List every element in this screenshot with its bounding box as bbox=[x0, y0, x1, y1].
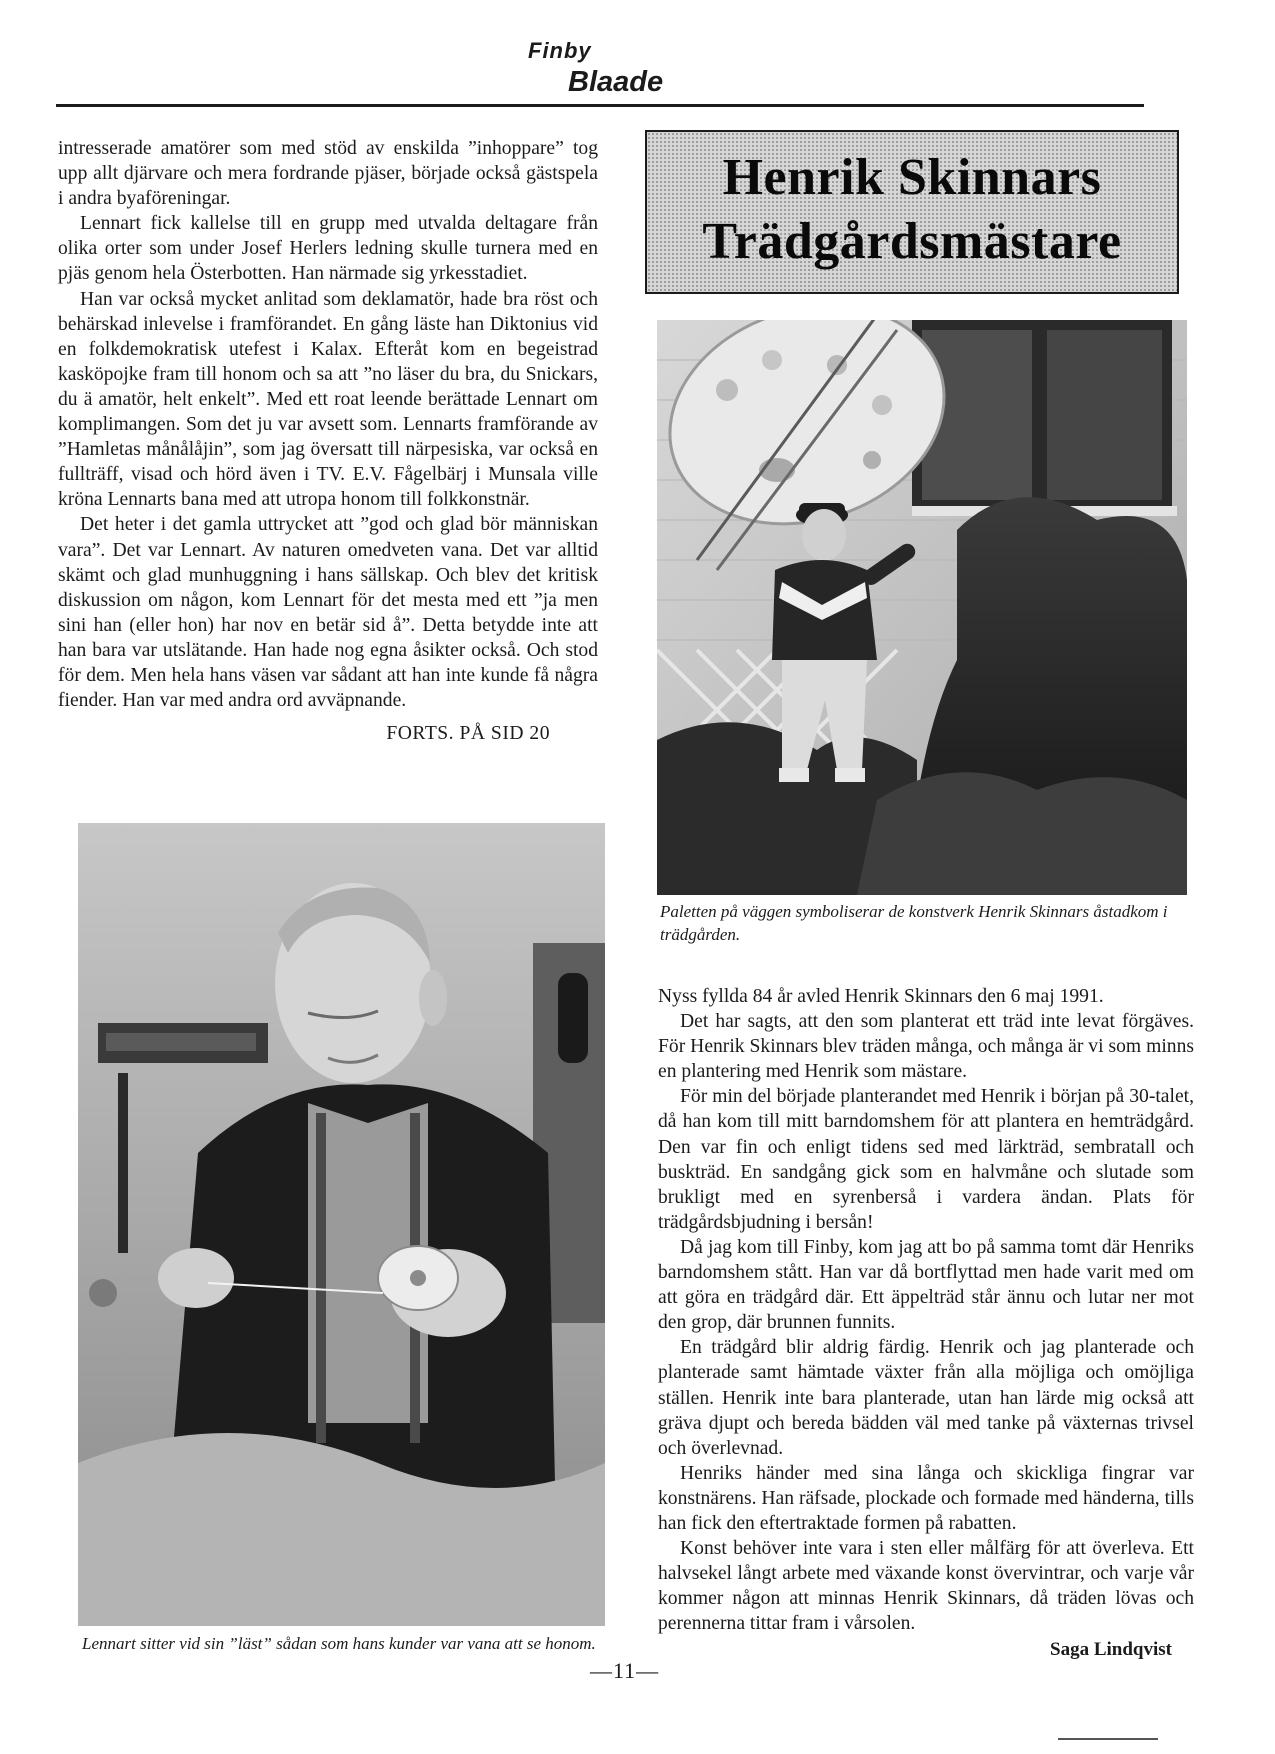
article-title-line1: Henrik Skinnars bbox=[722, 149, 1102, 206]
page-number: —11— bbox=[590, 1658, 660, 1683]
left-paragraph: Lennart fick kallelse till en grupp med utvalda deltagare från olika orter som under Josef Herlers ledning skulle turnera med en pjäs genom hela Österbotten. Han närmade sig yrkesstadiet. bbox=[58, 213, 598, 285]
gardener-photo bbox=[657, 320, 1187, 895]
masthead-line2: Blaade bbox=[568, 66, 664, 98]
right-photo-caption: Paletten på väggen symboliserar de konstverk Henrik Skinnars åstadkom i trädgården. bbox=[660, 902, 1168, 944]
author-signature: Saga Lindqvist bbox=[1050, 1639, 1172, 1661]
masthead-line1: Finby bbox=[528, 38, 592, 63]
left-paragraph: Han var också mycket anlitad som deklamatör, hade bra röst och behärskad inlevelse i framförandet. En gång läste han Diktonius vid en folkdemokratisk utefest i Kalax. Efteråt kom en begeistrad kasköpojke fram till honom och sa att ”no läser du bra, du Snickars, du ä amatör, helt enkelt”. Med ett roat leende berättade Lennart om komplimangen. Som det ju var avsett som. Lennarts framförande av ”Hamletas månålåjin”, som jag översatt till närpesiska, var också en fullträff, visad och hörd även i TV. E.V. Fågelbärj i Munsala ville kröna Lennarts bana med att utropa honom till folkkonstnär. bbox=[58, 288, 598, 511]
article-paragraph: En trädgård blir aldrig färdig. Henrik och jag planterade och planterade samt hämtade växter från alla möjliga och omöjliga ställen. Henrik inte bara planterade, utan han lärde mig också att gräva djupt och bereda bädden väl med tanke på växternas trivsel och överlevnad. bbox=[658, 1337, 1194, 1459]
left-paragraph: intresserade amatörer som med stöd av enskilda ”inhoppare” tog upp allt djärvare och mera fordrande pjäser, började också gästspela i andra byaföreningar. bbox=[58, 138, 598, 210]
article-paragraph: Henriks händer med sina långa och skickliga fingrar var konstnärens. Han räfsade, plockade och formade med händerna, tills han fick den eftertraktade formen på rabatten. bbox=[658, 1462, 1194, 1534]
article-paragraph: Konst behöver inte vara i sten eller målfärg för att överleva. Ett halvsekel långt arbete med växande konst övervintrar, och varje vår kommer någon att minnas Henrik Skinnars, då träden lövas och perennerna tittar fram i vårsolen. bbox=[658, 1538, 1194, 1635]
article-paragraph: Då jag kom till Finby, kom jag att bo på samma tomt där Henriks barndomshem stått. Han var då bortflyttad men hade varit med om att göra en trädgård där. Ett äppelträd står ännu och lutar ner mot den grop, där brunnen funnits. bbox=[658, 1236, 1194, 1334]
article-paragraph: För min del började planterandet med Henrik i början på 30-talet, då han kom till mitt barndomshem för att plantera en hemträdgård. Den var fin och enligt tidens sed med lärkträd, sembratall och buskträd. En sandgång gick som en halvmåne och slutade som brukligt med en syrenberså i vardera ändan. Plats för trädgårdsbjudning i bersån! bbox=[658, 1086, 1194, 1233]
article-title-box bbox=[645, 130, 1179, 294]
article-body bbox=[658, 984, 1194, 1662]
left-paragraph: Det heter i det gamla uttrycket att ”god och glad bör människan vara”. Det var Lennart. Av naturen omedveten vana. Det var alltid skämt och glad munhuggning i hans sällskap. Och blev det kritisk diskussion om någon, kom Lennart för det mesta med ett ”ja men sini han (eller hon) har nov en betär sid å”. Detta betydde inte att han bara var utslätande. Han hade nog egna åsikter också. Och stod för dem. Men hela hans väsen var sådant att han inte kunde få några fiender. Han var med andra ord avväpnande. bbox=[58, 514, 598, 712]
continued-notice: FORTS. PÅ SID 20 bbox=[386, 723, 550, 745]
left-photo-caption: Lennart sitter vid sin ”läst” sådan som hans kunder var vana att se honom. bbox=[82, 1634, 596, 1653]
bottom-rule bbox=[1058, 1738, 1158, 1740]
article-paragraph: Det har sagts, att den som planterat ett träd inte levat förgäves. För Henrik Skinnars blev träden många, och många är vi som minns en plantering med Henrik som mästare. bbox=[658, 1011, 1194, 1083]
masthead bbox=[0, 38, 1275, 108]
article-title-line2: Trädgårdsmästare bbox=[702, 213, 1122, 270]
article-paragraph: Nyss fyllda 84 år avled Henrik Skinnars den 6 maj 1991. bbox=[658, 986, 1104, 1007]
header-rule bbox=[56, 104, 1144, 107]
left-column-text bbox=[58, 136, 598, 746]
lennart-photo bbox=[78, 823, 605, 1626]
